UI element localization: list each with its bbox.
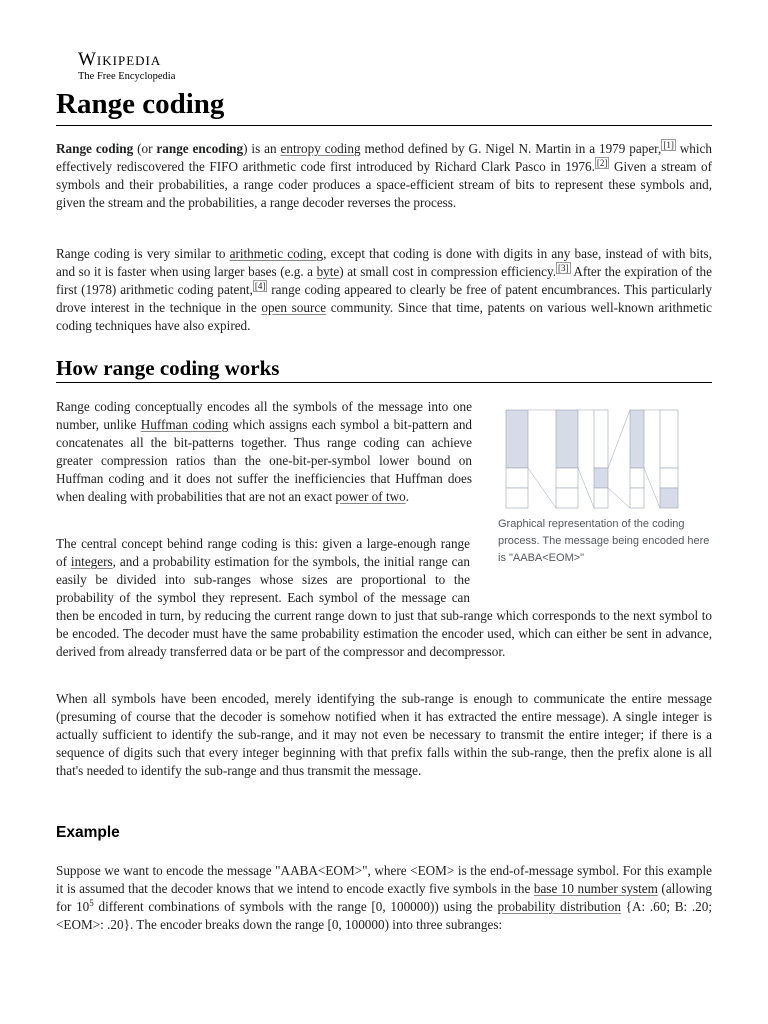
section1-paragraph-3: When all symbols have been encoded, merely identifying the sub-range is enough to communicate the entire message (presuming of course that the decoder is somehow notified when it has extracted the entire message). A single integer is actually sufficient to identify the sub-range, and it may not even be necessary to transmit the entire integer; if there is a sequence of digits such that every integer beginning with that prefix falls within the sub-range, then the prefix alone is all that's needed to identify the sub-range and thus transmit the message. xyxy=(56,691,712,778)
reference-4[interactable]: [4] xyxy=(254,281,266,291)
column-1 xyxy=(506,410,528,508)
reference-2[interactable]: [2] xyxy=(596,158,608,168)
column-3 xyxy=(594,410,608,508)
figure-caption: Graphical representation of the coding process. The message being encoded here is "AABA<EOM>" xyxy=(498,518,710,564)
link-integers[interactable]: integers xyxy=(70,554,113,569)
link-entropy-coding[interactable]: entropy coding xyxy=(280,141,361,156)
link-base-10-number-system[interactable]: base 10 number system xyxy=(533,881,658,896)
page-title: Range coding xyxy=(56,84,712,126)
logo-wordmark: Wikipedia xyxy=(78,49,162,70)
column-4 xyxy=(630,410,644,508)
link-power-of-two[interactable]: power of two xyxy=(335,489,406,504)
link-arithmetic-coding[interactable]: arithmetic coding xyxy=(229,246,324,261)
reference-1[interactable]: [1] xyxy=(663,140,674,150)
coding-process-diagram[interactable] xyxy=(498,404,688,512)
intro-paragraph-2: Range coding is very similar to arithmetic coding, except that coding is done with digits in any base, instead of with bits, and so it is faster when using larger bases (e.g. a byte) at small cost in compression efficiency. [3] After the expiration of the first (1978) arithmetic coding patent, [4] range coding appeared to clearly be free of patent encumbrances. This particularly drove interest in the technique in the open source community. Since that time, patents on various well-known arithmetic coding techniques have also expired. xyxy=(56,246,712,333)
link-open-source[interactable]: open source xyxy=(261,300,327,315)
example-heading: Example xyxy=(56,824,120,841)
section-heading-how-range-coding-works: How range coding works xyxy=(56,354,712,383)
section1-paragraph-1: Range coding conceptually encodes all the symbols of the message into one number, unlike Huffman coding which assigns each symbol a bit-pattern and concatenates all the bit-patterns together. Thus range coding can achieve greater compression ratios than the one-bit-per-symbol lower bound on Huffman coding and it does not suffer the inefficiencies that Huffman does when dealing with probabilities that are not an exact power of two. xyxy=(56,399,473,504)
column-2 xyxy=(556,410,578,508)
link-byte[interactable]: byte xyxy=(316,264,340,279)
wikipedia-logo[interactable] xyxy=(78,50,175,83)
logo-tagline: The Free Encyclopedia xyxy=(78,71,176,82)
link-probability-distribution[interactable]: probability distribution xyxy=(497,899,621,914)
example-paragraph-1: Suppose we want to encode the message "AABA<EOM>", where <EOM> is the end-of-message symbol. For this example it is assumed that the decoder knows that we intend to encode exactly five symbols in the base 10 number system (allowing for $10^5$ different combinations of symbols with the range [0, 100000)) using the probability distribution {A: .60; B: .20; <EOM>: .20}. The encoder breaks down the range [0, 100000) into three subranges: xyxy=(56,863,713,932)
section1-paragraph-2: The central concept behind range coding is this: given a large-enough range of integers, and a probability estimation for the symbols, the initial range can easily be divided into sub-ranges whose sizes are proportional to the probability of the symbol they represent. Each symbol of the message can then be encoded in turn, by reducing the current range down to just that sub-range which corresponds to the next symbol to be encoded. The decoder must have the same probability estimation the encoder used, which can either be sent in advance, derived from already transferred data or be part of the compressor and decompressor. xyxy=(56,536,712,659)
reference-3[interactable]: [3] xyxy=(558,263,569,273)
intro-paragraph-1: Range coding (or range encoding) is an entropy coding method defined by G. Nigel N. Martin in a 1979 paper, [1] which effectively rediscovered the FIFO arithmetic code first introduced by Richard Clark Pasco in 1976. [2] Given a stream of symbols and their probabilities, a range coder produces a space-efficient stream of bits to represent these symbols and, given the stream and the probabilities, a range decoder reverses the process. xyxy=(56,140,712,210)
link-huffman-coding[interactable]: Huffman coding xyxy=(140,417,229,432)
column-5 xyxy=(660,410,678,508)
